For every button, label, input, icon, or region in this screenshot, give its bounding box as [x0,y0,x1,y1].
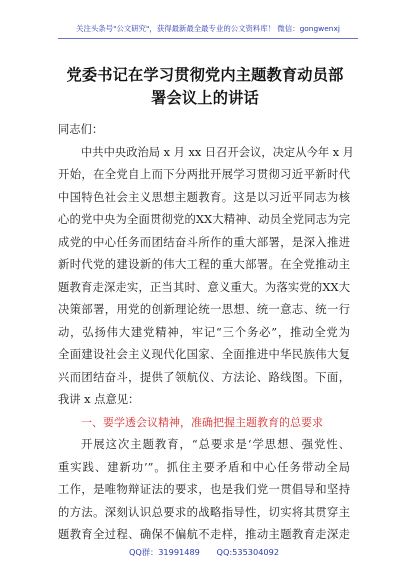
document-body [58,119,354,547]
section-heading-1: 一、要学透会议精神，准确把握主题教育的总要求 [81,415,323,429]
paragraph-line: 心的党中央为全面贯彻党的XX大精神、动员全党同志为完 [58,213,350,226]
paragraph-line: 开始，在全党自上而下分两批开展学习贯彻习近平新时代 [58,168,350,181]
greeting: 同志们： [58,123,104,136]
paragraph-line: 重实践、建新功’”。抓住主要矛盾和中心任务带动全局 [58,460,350,474]
paragraph-line: 新时代党的建设新的伟大工程的重大部署。在全党推动主 [58,258,350,271]
document-title [64,64,346,110]
paragraph-line: 开展这次主题教育，“总要求是‘学思想、强党性、 [81,438,350,451]
paragraph-1 [58,142,354,412]
paragraph-line: 工作，是唯物辩证法的要求，也是我们党一贯倡导和坚持 [58,483,350,496]
header-divider [58,38,358,39]
paragraph-line: 中国特色社会主义思想主题教育。这是以习近平同志为核 [58,190,350,204]
footer-qq: QQ:535304092 [216,547,280,557]
paragraph-line: 的方法。深刻认识总要求的战略指导性，切实将其贯穿主 [58,505,350,519]
paragraph-2 [58,434,350,547]
footer-qq-group: QQ群：31991489 [128,547,200,557]
paragraph-line: 决策部署，用党的创新理论统一思想、统一意志、统一行 [58,303,350,316]
paragraph-line: 题教育走深走实，正当其时、意义重大。为落实党的XX大 [58,280,350,294]
paragraph-line: 中共中央政治局 x 月 xx 日召开会议，决定从今年 x 月 [81,145,354,159]
paragraph-line: 我讲 x 点意见： [58,393,140,406]
paragraph-line: 动，弘扬伟大建党精神，牢记“三个务必”，推动全党为 [58,325,350,339]
paragraph-line: 题教育全过程、确保不偏航不走样，推动主题教育走深走 [58,528,350,541]
header-note: 关注头条号"公文研究"，获得最新最全最专业的公文资料库！ 微信：gongwenxj [76,24,340,33]
paragraph-line: 全面建设社会主义现代化国家、全面推进中华民族伟大复 [58,348,350,361]
title-line-1: 党委书记在学习贯彻党内主题教育动员部 [66,66,344,84]
footer-contact [0,546,408,558]
paragraph-line: 成党的中心任务而团结奋斗所作的重大部署，是深入推进 [58,235,350,249]
paragraph-line: 兴而团结奋斗，提供了领航仪、方法论、路线图。下面， [58,370,350,384]
title-line-2: 署会议上的讲话 [151,89,259,107]
